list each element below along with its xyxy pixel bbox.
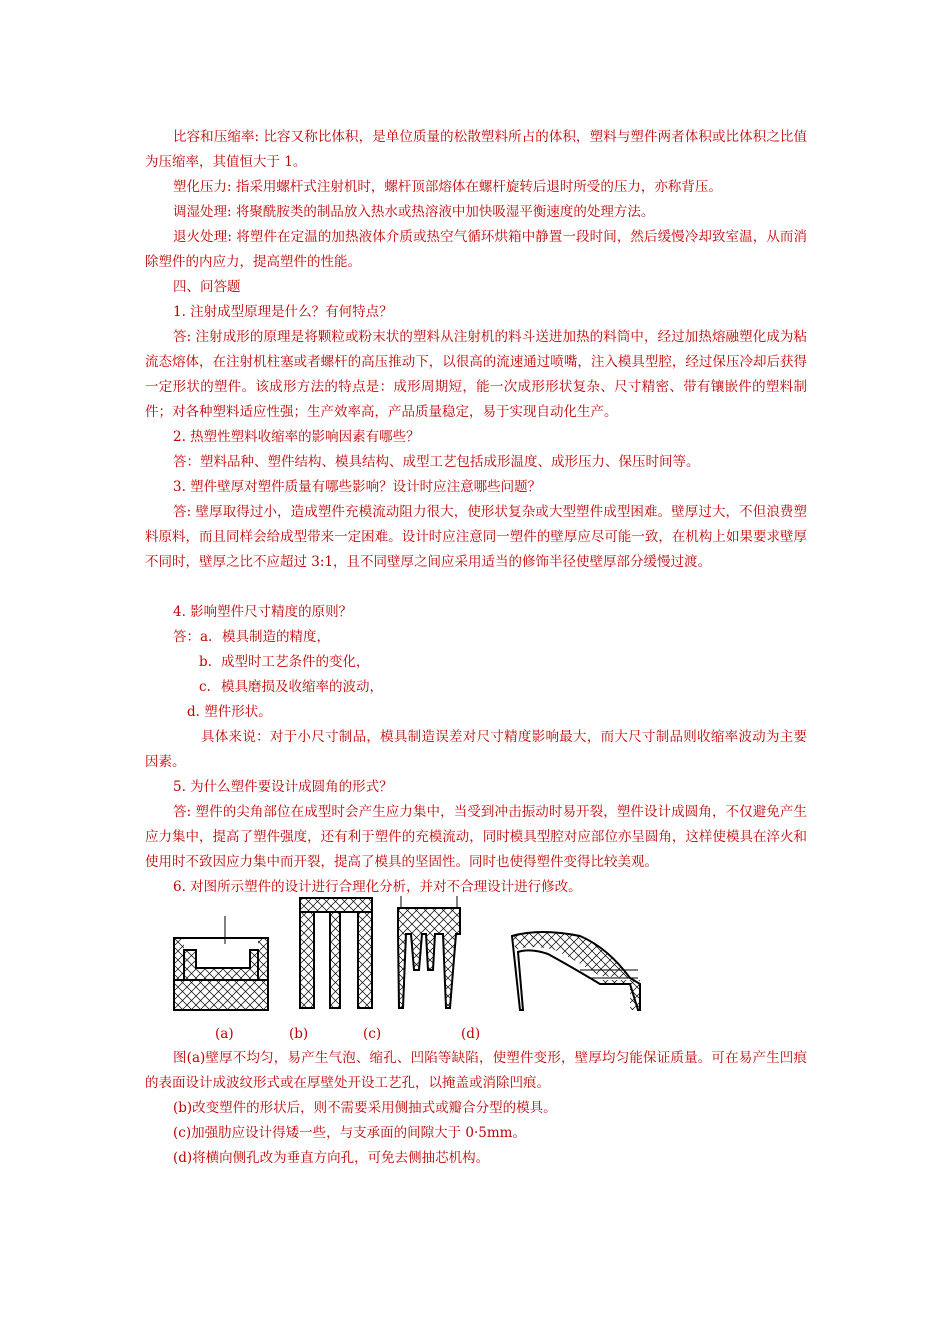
- part-design-figure: [160, 888, 660, 1023]
- definition-annealing: 退火处理: 将塑件在定温的加热液体介质或热空气循环烘箱中静置一段时间，然后缓慢冷却致室温，从而消除塑件的内应力，提高塑件的性能。: [145, 229, 807, 270]
- figure-caption-a: (a): [215, 1026, 234, 1042]
- figure-caption-d: (d): [461, 1026, 481, 1042]
- answer-6-c: (c)加强肋应设计得矮一些，与支承面的间隙大于 0·5mm。: [173, 1125, 526, 1141]
- item-text: 模具制造的精度，: [222, 629, 330, 645]
- question-5: 5. 为什么塑件要设计成圆角的形式？: [173, 779, 393, 795]
- figure-b-drawing: [300, 898, 372, 1008]
- answer-5: 答: 塑件的尖角部位在成型时会产生应力集中，当受到冲击振动时易开裂，塑件设计成圆角，不仅避免产生应力集中，提高了塑件强度，还有利于塑件的充模流动，同时模具型腔对应部位亦呈圆角，这样使模具在淬火和使用时不致因应力集中而开裂，提高了模具的坚固性。同时也使得塑件变得比较美观。: [145, 804, 807, 870]
- figure-d-drawing: [512, 932, 640, 1010]
- figure-a-drawing: [174, 916, 268, 1010]
- answer-4-item-c: [199, 675, 383, 700]
- answer-4-summary: 具体来说：对于小尺寸制品，模具制造误差对尺寸精度影响最大，而大尺寸制品则收缩率波动为主要因素。: [145, 729, 807, 770]
- question-2: 2. 热塑性塑料收缩率的影响因素有哪些？: [173, 429, 420, 445]
- question-1: 1. 注射成型原理是什么？有何特点？: [173, 304, 393, 320]
- item-text: 成型时工艺条件的变化，: [221, 654, 370, 670]
- figure-caption-b: (b): [289, 1026, 309, 1042]
- question-6: 6. 对图所示塑件的设计进行合理化分析，并对不合理设计进行修改。: [173, 879, 582, 895]
- item-marker: a.: [200, 629, 213, 645]
- answer-3: 答: 壁厚取得过小，造成塑件充模流动阻力很大，使形状复杂或大型塑件成型困难。壁厚过大，不但浪费塑料原料，而且同样会给成型带来一定困难。设计时应注意同一塑件的壁厚应尽可能一致，在机构上如果要求壁厚不同时，壁厚之比不应超过 3:1，且不同壁厚之间应采用适当的修饰半径使壁厚部分缓慢过渡。: [145, 504, 807, 570]
- figure-caption-c: (c): [363, 1026, 382, 1042]
- item-text: 模具磨损及收缩率的波动，: [221, 679, 383, 695]
- item-marker: d.: [187, 704, 200, 720]
- question-3: 3. 塑件壁厚对塑件质量有哪些影响？设计时应注意哪些问题？: [173, 479, 542, 495]
- answer-4-item-b: [199, 650, 370, 675]
- answer-6-d: (d)将横向侧孔改为垂直方向孔，可免去侧抽芯机构。: [173, 1150, 490, 1166]
- definition-plasticizing-pressure: 塑化压力: 指采用螺杆式注射机时，螺杆顶部熔体在螺杆旋转后退时所受的压力，亦称背压。: [173, 179, 722, 195]
- answer-2: 答：塑料品种、塑件结构、模具结构、成型工艺包括成形温度、成形压力、保压时间等。: [173, 454, 700, 470]
- item-text: 塑件形状。: [204, 704, 272, 720]
- section-title: 四、问答题: [173, 279, 241, 295]
- question-4: 4. 影响塑件尺寸精度的原则？: [173, 604, 353, 620]
- item-marker: c.: [199, 679, 211, 695]
- answer-4-item-d: [187, 700, 272, 725]
- answer-6-a: 图(a)壁厚不均匀，易产生气泡、缩孔、凹陷等缺陷，使塑件变形，壁厚均匀能保证质量。可在易产生凹痕的表面设计成波纹形式或在厚壁处开设工艺孔，以掩盖或消除凹痕。: [145, 1050, 807, 1091]
- answer-prefix: 答：: [173, 629, 200, 645]
- definition-specific-volume: 比容和压缩率: 比容又称比体积，是单位质量的松散塑料所占的体积，塑料与塑件两者体积或比体积之比值为压缩率，其值恒大于 1。: [145, 129, 807, 170]
- answer-6-b: (b)改变塑件的形状后，则不需要采用侧抽式或瓣合分型的模具。: [173, 1100, 557, 1116]
- answer-1: 答: 注射成形的原理是将颗粒或粉末状的塑料从注射机的料斗送进加热的料筒中，经过加热熔融塑化成为粘流态熔体，在注射机柱塞或者螺杆的高压推动下，以很高的流速通过喷嘴，注入模具型腔，经过保压冷却后获得一定形状的塑件。该成形方法的特点是：成形周期短，能一次成形形状复杂、尺寸精密、带有镶嵌件的塑料制件；对各种塑料适应性强；生产效率高，产品质量稳定，易于实现自动化生产。: [145, 329, 807, 420]
- answer-4-item-a: [173, 625, 330, 650]
- definition-humidity-treatment: 调湿处理: 将聚酰胺类的制品放入热水或热溶液中加快吸湿平衡速度的处理方法。: [173, 204, 655, 220]
- item-marker: b.: [199, 654, 212, 670]
- figure-c-drawing: [398, 896, 460, 1008]
